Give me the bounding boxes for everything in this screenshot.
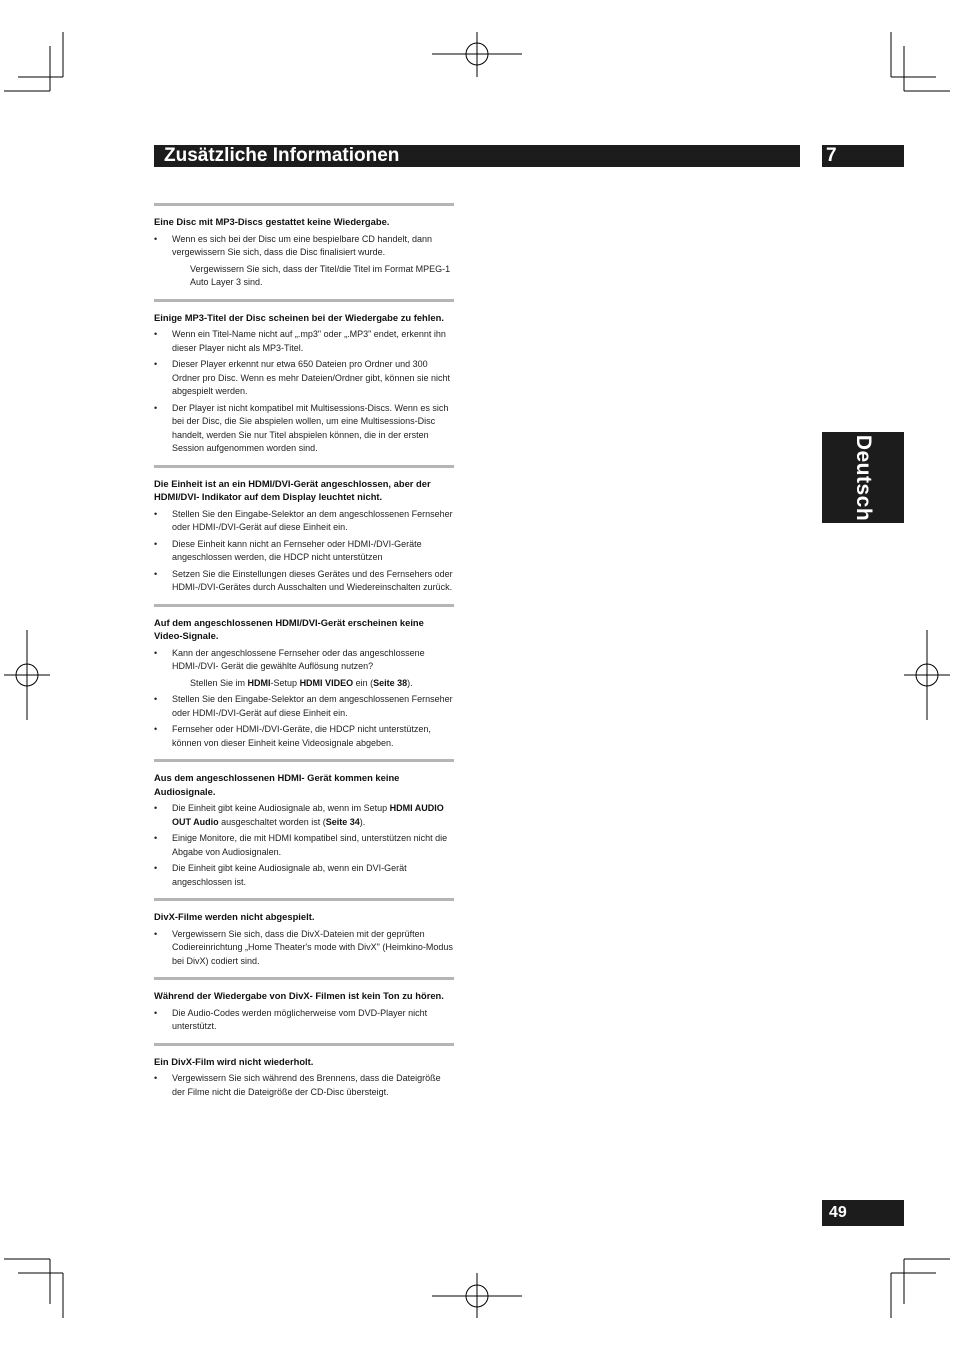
text-run: Die Einheit gibt keine Audiosignale ab, wenn im Setup [172, 803, 390, 813]
bullet-subtext [172, 677, 454, 691]
text-run: Stellen Sie im [190, 677, 248, 688]
bullet-text: Stellen Sie den Eingabe-Selektor an dem angeschlossenen Fernseher oder HDMI-/DVI-Gerät auf diese Einheit ein. [172, 694, 453, 718]
bullet-item [154, 328, 454, 355]
bullet-text: Setzen Sie die Einstellungen dieses Gerätes und des Fernsehers oder HDMI-/DVI-Gerätes durch Ausschalten und Wiedereinschalten zurück. [172, 568, 453, 592]
page-reference: Seite 38 [373, 677, 408, 688]
menu-name: HDMI [247, 677, 271, 688]
page-number-label: 49 [829, 1204, 847, 1221]
bullet-item [154, 233, 454, 290]
bullet-item [154, 928, 454, 969]
bullet-item [154, 693, 454, 720]
bullet-text: Stellen Sie den Eingabe-Selektor an dem angeschlossenen Fernseher oder HDMI-/DVI-Gerät auf diese Einheit ein. [172, 508, 453, 532]
section-title: DivX-Filme werden nicht abgespielt. [154, 911, 315, 922]
troubleshooting-section [154, 203, 454, 299]
section-header [154, 145, 800, 167]
bullet-item [154, 647, 454, 691]
section-title: Die Einheit ist an ein HDMI/DVI-Gerät angeschlossen, aber der HDMI/DVI- Indikator auf dem Display leuchtet nicht. [154, 477, 431, 502]
language-tab [822, 432, 904, 523]
bullet-text: Die Einheit gibt keine Audiosignale ab, wenn ein DVI-Gerät angeschlossen ist. [172, 863, 407, 887]
troubleshooting-section [154, 465, 454, 604]
troubleshooting-section [154, 977, 454, 1043]
troubleshooting-section [154, 299, 454, 465]
section-title: Ein DivX-Film wird nicht wiederholt. [154, 1055, 314, 1067]
bullet-text: Vergewissern Sie sich während des Brennens, dass die Dateigröße der Filme nicht die Dateigröße der CD-Disc übersteigt. [172, 1073, 441, 1097]
troubleshooting-section [154, 604, 454, 760]
troubleshooting-section [154, 898, 454, 977]
section-title: Aus dem angeschlossenen HDMI- Gerät kommen keine Audiosignale. [154, 772, 400, 797]
bullet-text: Wenn ein Titel-Name nicht auf „.mp3" oder „.MP3" endet, erkennt ihn dieser Player nicht als MP3-Titel. [172, 329, 446, 353]
setting-name: HDMI AUDIO OUT Audio [172, 803, 444, 827]
text-run: ein ( [353, 677, 374, 688]
bullet-text: Der Player ist nicht kompatibel mit Multisessions-Discs. Wenn es sich bei der Disc, die Sie abspielen wollen, um eine Multisessions-Disc handelt, werden Sie nur Titel abspielen können, die in der ersten Session aufgenommen worden sind. [172, 402, 449, 453]
header-title: Zusätzliche Informationen [164, 145, 400, 166]
bullet-text: Einige Monitore, die mit HDMI kompatibel sind, unterstützen nicht die Abgabe von Audiosignalen. [172, 833, 448, 857]
bullet-item [154, 832, 454, 859]
bullet-item [154, 568, 454, 595]
bullet-item [154, 402, 454, 456]
text-run: ). [407, 677, 413, 688]
language-tab-label: Deutsch [852, 434, 875, 521]
bullet-item [154, 1072, 454, 1099]
section-title: Eine Disc mit MP3-Discs gestattet keine Wiedergabe. [154, 216, 390, 227]
bullet-item [154, 538, 454, 565]
bullet-item [154, 1007, 454, 1034]
bullet-item [154, 802, 454, 829]
text-run: ). [359, 816, 366, 827]
bullet-text: Diese Einheit kann nicht an Fernseher oder HDMI-/DVI-Geräte angeschlossen werden, die HDCP nicht unterstützen [172, 538, 422, 562]
bullet-text: Fernseher oder HDMI-/DVI-Geräte, die HDCP nicht unterstützen, können von dieser Einheit keine Videosignale abgeben. [172, 724, 431, 748]
bullet-text: Dieser Player erkennt nur etwa 650 Dateien pro Ordner und 300 Ordner pro Disc. Wenn es mehr Dateien/Ordner gibt, können sie nicht abgespielt werden. [172, 359, 450, 396]
bullet-text: Die Audio-Codes werden möglicherweise vom DVD-Player nicht unterstützt. [172, 1007, 428, 1031]
page-number [822, 1200, 904, 1226]
section-title: Auf dem angeschlossenen HDMI/DVI-Gerät erscheinen keine Video-Signale. [154, 616, 424, 641]
chapter-label: 7 [826, 145, 837, 166]
bullet-item [154, 723, 454, 750]
bullet-text: Wenn es sich bei der Disc um eine bespielbare CD handelt, dann vergewissern Sie sich, dass die Disc finalisiert wurde. [172, 233, 432, 257]
section-title: Einige MP3-Titel der Disc scheinen bei der Wiedergabe zu fehlen. [154, 311, 444, 323]
setting-name: HDMI VIDEO [299, 677, 354, 688]
troubleshooting-section [154, 1043, 454, 1109]
bullet-text: Kann der angeschlossene Fernseher oder das angeschlossene HDMI-/DVI- Gerät die gewählte Auflösung nutzen? [172, 647, 425, 671]
bullet-item [154, 862, 454, 889]
chapter-number [822, 145, 904, 167]
text-run: ausgeschaltet worden ist ( [218, 816, 326, 827]
bullet-subtext: Vergewissern Sie sich, dass der Titel/die Titel im Format MPEG-1 Auto Layer 3 sind. [190, 263, 451, 287]
bullet-item [154, 508, 454, 535]
bullet-item [154, 358, 454, 399]
page-reference: Seite 34 [325, 816, 360, 827]
troubleshooting-content [154, 203, 454, 1108]
bullet-text: Vergewissern Sie sich, dass die DivX-Dateien mit der geprüften Codiereinrichtung „Home Theater's mode with DivX" (Heimkino-Modus bei DivX) codiert sind. [172, 928, 453, 966]
text-run: -Setup [270, 677, 300, 688]
section-title: Während der Wiedergabe von DivX- Filmen ist kein Ton zu hören. [154, 990, 444, 1001]
troubleshooting-section [154, 759, 454, 898]
